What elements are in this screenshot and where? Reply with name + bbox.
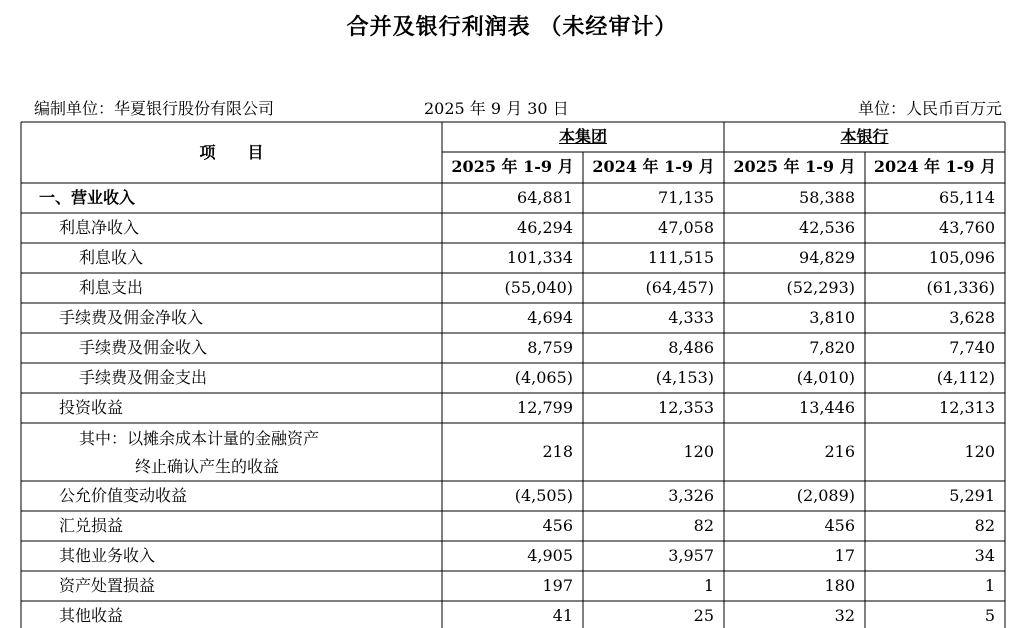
header-period-bank-2025: 2025 年 1-9 月 bbox=[733, 157, 856, 176]
value-cell: 82 bbox=[693, 516, 714, 535]
value-cell: (4,112) bbox=[936, 368, 995, 387]
value-cell: 65,114 bbox=[939, 188, 995, 207]
value-cell: 8,759 bbox=[527, 338, 573, 357]
value-cell: 82 bbox=[974, 516, 995, 535]
row-label: 其他业务收入 bbox=[59, 546, 156, 565]
row-label-continued: 终止确认产生的收益 bbox=[135, 457, 280, 476]
value-cell: (4,065) bbox=[514, 368, 573, 387]
value-cell: 41 bbox=[552, 606, 573, 625]
value-cell: (55,040) bbox=[504, 278, 573, 297]
value-cell: 8,486 bbox=[668, 338, 714, 357]
row-label: 利息净收入 bbox=[59, 218, 140, 237]
currency-unit: 单位：人民币百万元 bbox=[857, 99, 1002, 118]
value-cell: 12,313 bbox=[939, 398, 995, 417]
value-cell: 456 bbox=[824, 516, 855, 535]
value-cell: 111,515 bbox=[647, 248, 714, 267]
value-cell: 17 bbox=[834, 546, 855, 565]
report-date: 2025 年 9 月 30 日 bbox=[424, 99, 569, 118]
value-cell: 58,388 bbox=[799, 188, 855, 207]
row-label: 利息收入 bbox=[79, 248, 144, 267]
value-cell: 120 bbox=[964, 442, 995, 461]
value-cell: 42,536 bbox=[799, 218, 855, 237]
row-label: 手续费及佣金净收入 bbox=[59, 308, 204, 327]
value-cell: 12,799 bbox=[517, 398, 573, 417]
row-label: 利息支出 bbox=[79, 278, 144, 297]
value-cell: 120 bbox=[683, 442, 714, 461]
value-cell: 13,446 bbox=[799, 398, 855, 417]
header-period-group-2024: 2024 年 1-9 月 bbox=[592, 157, 715, 176]
value-cell: 101,334 bbox=[506, 248, 573, 267]
value-cell: 43,760 bbox=[939, 218, 995, 237]
value-cell: 12,353 bbox=[658, 398, 714, 417]
value-cell: 64,881 bbox=[517, 188, 573, 207]
statement-title: 合并及银行利润表 （未经审计） bbox=[346, 14, 678, 40]
value-cell: (61,336) bbox=[926, 278, 995, 297]
value-cell: 3,628 bbox=[949, 308, 995, 327]
value-cell: 25 bbox=[693, 606, 714, 625]
row-label: 公允价值变动收益 bbox=[59, 486, 188, 505]
row-label: 汇兑损益 bbox=[59, 516, 124, 535]
header-group: 本集团 bbox=[558, 127, 607, 146]
row-label: 手续费及佣金支出 bbox=[79, 368, 208, 387]
value-cell: 47,058 bbox=[658, 218, 714, 237]
value-cell: 1 bbox=[703, 576, 714, 595]
header-period-group-2025: 2025 年 1-9 月 bbox=[451, 157, 574, 176]
row-label: 其他收益 bbox=[59, 606, 124, 625]
value-cell: (4,010) bbox=[796, 368, 855, 387]
value-cell: 4,905 bbox=[527, 546, 573, 565]
value-cell: 3,326 bbox=[668, 486, 714, 505]
row-label: 投资收益 bbox=[59, 398, 124, 417]
value-cell: (2,089) bbox=[796, 486, 855, 505]
value-cell: 180 bbox=[824, 576, 855, 595]
value-cell: 71,135 bbox=[658, 188, 714, 207]
row-label: 手续费及佣金收入 bbox=[79, 338, 208, 357]
row-label: 其中：以摊余成本计量的金融资产 bbox=[79, 429, 320, 448]
value-cell: 32 bbox=[834, 606, 855, 625]
value-cell: (64,457) bbox=[645, 278, 714, 297]
value-cell: (4,153) bbox=[655, 368, 714, 387]
header-bank: 本银行 bbox=[840, 127, 889, 146]
header-period-bank-2024: 2024 年 1-9 月 bbox=[873, 157, 997, 176]
preparing-entity: 编制单位：华夏银行股份有限公司 bbox=[34, 99, 275, 118]
value-cell: 3,810 bbox=[809, 308, 855, 327]
value-cell: 4,333 bbox=[668, 308, 714, 327]
value-cell: 456 bbox=[542, 516, 573, 535]
value-cell: 5,291 bbox=[949, 486, 995, 505]
value-cell: 4,694 bbox=[527, 308, 573, 327]
row-label: 资产处置损益 bbox=[59, 576, 156, 595]
value-cell: 46,294 bbox=[517, 218, 573, 237]
value-cell: 94,829 bbox=[799, 248, 855, 267]
value-cell: 7,820 bbox=[809, 338, 855, 357]
value-cell: 3,957 bbox=[668, 546, 714, 565]
value-cell: (52,293) bbox=[786, 278, 855, 297]
value-cell: 218 bbox=[542, 442, 573, 461]
value-cell: 7,740 bbox=[949, 338, 995, 357]
value-cell: 1 bbox=[984, 576, 995, 595]
value-cell: 5 bbox=[984, 606, 995, 625]
row-label: 一、营业收入 bbox=[39, 188, 136, 207]
value-cell: 197 bbox=[542, 576, 573, 595]
value-cell: (4,505) bbox=[514, 486, 573, 505]
value-cell: 216 bbox=[824, 442, 855, 461]
value-cell: 105,096 bbox=[928, 248, 995, 267]
value-cell: 34 bbox=[974, 546, 995, 565]
header-item: 项 目 bbox=[199, 143, 264, 162]
